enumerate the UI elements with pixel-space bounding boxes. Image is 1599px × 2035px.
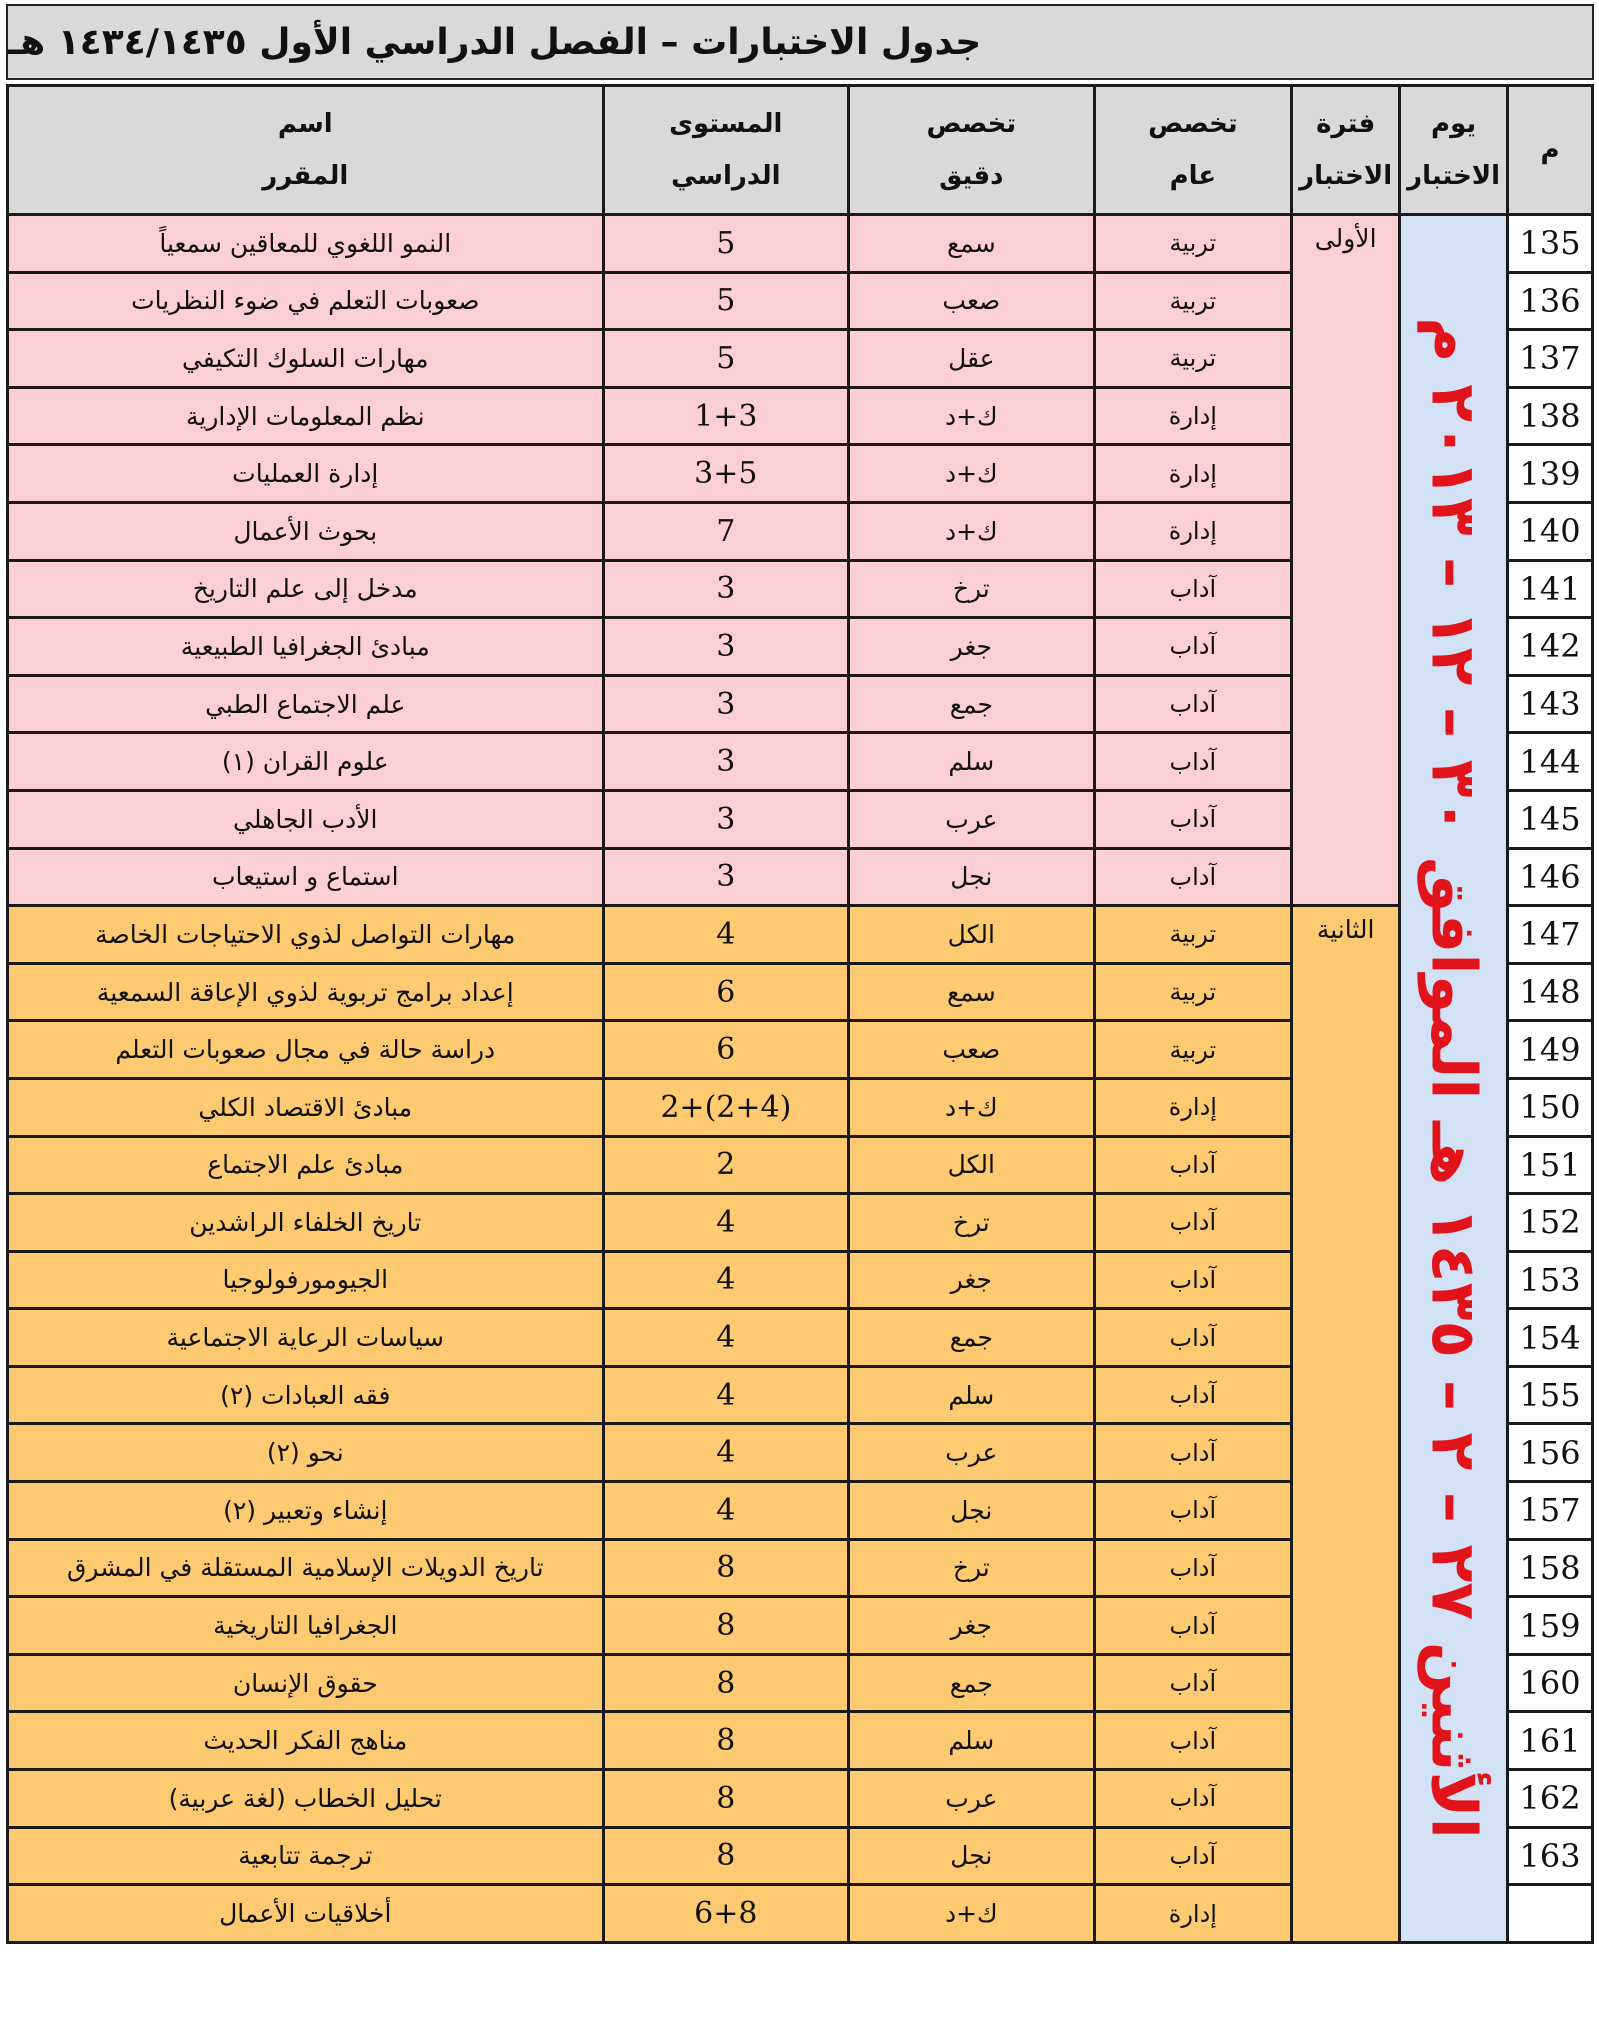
course-name: تحليل الخطاب (لغة عربية) bbox=[8, 1770, 604, 1828]
header-general: تخصص عام bbox=[1094, 86, 1292, 215]
study-level: 2 bbox=[603, 1136, 849, 1194]
row-number: 148 bbox=[1508, 963, 1593, 1021]
row-number: 151 bbox=[1508, 1136, 1593, 1194]
specific-specialty: جغر bbox=[849, 1251, 1094, 1309]
exam-period-second: الثانية bbox=[1292, 906, 1400, 1943]
general-specialty: إدارة bbox=[1094, 1078, 1292, 1136]
exam-period-first: الأولى bbox=[1292, 215, 1400, 906]
course-name: مهارات التواصل لذوي الاحتياجات الخاصة bbox=[8, 906, 604, 964]
header-level: المستوى الدراسي bbox=[603, 86, 849, 215]
course-name: دراسة حالة في مجال صعوبات التعلم bbox=[8, 1021, 604, 1079]
course-name: الأدب الجاهلي bbox=[8, 790, 604, 848]
specific-specialty: جمع bbox=[849, 1654, 1094, 1712]
specific-specialty: الكل bbox=[849, 1136, 1094, 1194]
study-level: 7 bbox=[603, 502, 849, 560]
specific-specialty: ترخ bbox=[849, 1194, 1094, 1252]
study-level: 6 bbox=[603, 963, 849, 1021]
specific-specialty: عرب bbox=[849, 790, 1094, 848]
course-name: مبادئ الاقتصاد الكلي bbox=[8, 1078, 604, 1136]
general-specialty: آداب bbox=[1094, 1827, 1292, 1885]
study-level: 4 bbox=[603, 1251, 849, 1309]
study-level: 8 bbox=[603, 1654, 849, 1712]
general-specialty: آداب bbox=[1094, 1366, 1292, 1424]
specific-specialty: ك+د bbox=[849, 445, 1094, 503]
general-specialty: آداب bbox=[1094, 848, 1292, 906]
course-name: استماع و استيعاب bbox=[8, 848, 604, 906]
general-specialty: تربية bbox=[1094, 963, 1292, 1021]
general-specialty: آداب bbox=[1094, 1539, 1292, 1597]
specific-specialty: جغر bbox=[849, 1597, 1094, 1655]
row-number: 136 bbox=[1508, 272, 1593, 330]
course-name: مناهج الفكر الحديث bbox=[8, 1712, 604, 1770]
study-level: 5 bbox=[603, 215, 849, 273]
general-specialty: تربية bbox=[1094, 272, 1292, 330]
specific-specialty: صعب bbox=[849, 272, 1094, 330]
course-name: ترجمة تتابعية bbox=[8, 1827, 604, 1885]
specific-specialty: ترخ bbox=[849, 560, 1094, 618]
course-name: الجغرافيا التاريخية bbox=[8, 1597, 604, 1655]
general-specialty: آداب bbox=[1094, 790, 1292, 848]
study-level: 5 bbox=[603, 330, 849, 388]
specific-specialty: جغر bbox=[849, 618, 1094, 676]
row-number: 162 bbox=[1508, 1770, 1593, 1828]
row-number: 157 bbox=[1508, 1482, 1593, 1540]
exam-day-cell bbox=[1400, 215, 1508, 1943]
course-name: الجيومورفولوجيا bbox=[8, 1251, 604, 1309]
row-number: 145 bbox=[1508, 790, 1593, 848]
specific-specialty: نجل bbox=[849, 848, 1094, 906]
general-specialty: إدارة bbox=[1094, 1885, 1292, 1943]
row-number: 153 bbox=[1508, 1251, 1593, 1309]
row-number: 154 bbox=[1508, 1309, 1593, 1367]
study-level: 6+8 bbox=[603, 1885, 849, 1943]
general-specialty: تربية bbox=[1094, 906, 1292, 964]
specific-specialty: ترخ bbox=[849, 1539, 1094, 1597]
study-level: 5 bbox=[603, 272, 849, 330]
exam-schedule-table bbox=[6, 84, 1594, 1944]
study-level: 8 bbox=[603, 1597, 849, 1655]
study-level: 3 bbox=[603, 848, 849, 906]
general-specialty: آداب bbox=[1094, 1194, 1292, 1252]
general-specialty: آداب bbox=[1094, 1597, 1292, 1655]
row-number: 152 bbox=[1508, 1194, 1593, 1252]
study-level: 2+(2+4) bbox=[603, 1078, 849, 1136]
study-level: 1+3 bbox=[603, 387, 849, 445]
row-number bbox=[1508, 1885, 1593, 1943]
course-name: مبادئ علم الاجتماع bbox=[8, 1136, 604, 1194]
general-specialty: تربية bbox=[1094, 215, 1292, 273]
course-name: مدخل إلى علم التاريخ bbox=[8, 560, 604, 618]
general-specialty: آداب bbox=[1094, 1770, 1292, 1828]
general-specialty: آداب bbox=[1094, 1654, 1292, 1712]
specific-specialty: سلم bbox=[849, 733, 1094, 791]
row-number: 137 bbox=[1508, 330, 1593, 388]
general-specialty: آداب bbox=[1094, 1482, 1292, 1540]
specific-specialty: ك+د bbox=[849, 1078, 1094, 1136]
general-specialty: تربية bbox=[1094, 1021, 1292, 1079]
table-row bbox=[8, 906, 1593, 964]
general-specialty: إدارة bbox=[1094, 445, 1292, 503]
study-level: 6 bbox=[603, 1021, 849, 1079]
row-number: 150 bbox=[1508, 1078, 1593, 1136]
course-name: بحوث الأعمال bbox=[8, 502, 604, 560]
row-number: 160 bbox=[1508, 1654, 1593, 1712]
specific-specialty: نجل bbox=[849, 1827, 1094, 1885]
course-name: نظم المعلومات الإدارية bbox=[8, 387, 604, 445]
general-specialty: آداب bbox=[1094, 675, 1292, 733]
study-level: 3 bbox=[603, 560, 849, 618]
specific-specialty: جمع bbox=[849, 675, 1094, 733]
exam-schedule-page bbox=[6, 4, 1594, 2031]
study-level: 4 bbox=[603, 1482, 849, 1540]
specific-specialty: ك+د bbox=[849, 502, 1094, 560]
row-number: 163 bbox=[1508, 1827, 1593, 1885]
course-name: علم الاجتماع الطبي bbox=[8, 675, 604, 733]
study-level: 8 bbox=[603, 1712, 849, 1770]
course-name: فقه العبادات (٢) bbox=[8, 1366, 604, 1424]
specific-specialty: نجل bbox=[849, 1482, 1094, 1540]
header-period: فترة الاختبار bbox=[1292, 86, 1400, 215]
study-level: 3 bbox=[603, 675, 849, 733]
specific-specialty: ك+د bbox=[849, 1885, 1094, 1943]
study-level: 4 bbox=[603, 1424, 849, 1482]
course-name: إعداد برامج تربوية لذوي الإعاقة السمعية bbox=[8, 963, 604, 1021]
specific-specialty: عرب bbox=[849, 1424, 1094, 1482]
row-number: 142 bbox=[1508, 618, 1593, 676]
specific-specialty: عقل bbox=[849, 330, 1094, 388]
course-name: حقوق الإنسان bbox=[8, 1654, 604, 1712]
row-number: 141 bbox=[1508, 560, 1593, 618]
study-level: 8 bbox=[603, 1770, 849, 1828]
course-name: النمو اللغوي للمعاقين سمعياً bbox=[8, 215, 604, 273]
specific-specialty: سمع bbox=[849, 963, 1094, 1021]
specific-specialty: الكل bbox=[849, 906, 1094, 964]
page-title: جدول الاختبارات – الفصل الدراسي الأول ١٤٣٤/١٤٣٥ هـ bbox=[8, 21, 982, 63]
specific-specialty: سمع bbox=[849, 215, 1094, 273]
specific-specialty: سلم bbox=[849, 1366, 1094, 1424]
course-name: أخلاقيات الأعمال bbox=[8, 1885, 604, 1943]
header-specific: تخصص دقيق bbox=[849, 86, 1094, 215]
course-name: إنشاء وتعبير (٢) bbox=[8, 1482, 604, 1540]
row-number: 144 bbox=[1508, 733, 1593, 791]
specific-specialty: صعب bbox=[849, 1021, 1094, 1079]
row-number: 149 bbox=[1508, 1021, 1593, 1079]
row-number: 140 bbox=[1508, 502, 1593, 560]
header-num: م bbox=[1508, 86, 1593, 215]
study-level: 4 bbox=[603, 1194, 849, 1252]
general-specialty: تربية bbox=[1094, 330, 1292, 388]
row-number: 161 bbox=[1508, 1712, 1593, 1770]
exam-day-label: الأثنين ٢٧ – ٢ – ١٤٣٥ هـ الموافق ٣٠ – ١٢ – ٢٠١٣ م bbox=[1417, 317, 1491, 1840]
row-number: 156 bbox=[1508, 1424, 1593, 1482]
row-number: 158 bbox=[1508, 1539, 1593, 1597]
header-day: يوم الاختبار bbox=[1400, 86, 1508, 215]
study-level: 4 bbox=[603, 906, 849, 964]
general-specialty: آداب bbox=[1094, 1424, 1292, 1482]
row-number: 139 bbox=[1508, 445, 1593, 503]
study-level: 3 bbox=[603, 790, 849, 848]
course-name: تاريخ الدويلات الإسلامية المستقلة في المشرق bbox=[8, 1539, 604, 1597]
course-name: علوم القران (١) bbox=[8, 733, 604, 791]
study-level: 4 bbox=[603, 1366, 849, 1424]
row-number: 155 bbox=[1508, 1366, 1593, 1424]
specific-specialty: سلم bbox=[849, 1712, 1094, 1770]
title-bar bbox=[6, 4, 1594, 80]
header-row bbox=[8, 86, 1593, 215]
general-specialty: إدارة bbox=[1094, 502, 1292, 560]
course-name: صعوبات التعلم في ضوء النظريات bbox=[8, 272, 604, 330]
course-name: إدارة العمليات bbox=[8, 445, 604, 503]
course-name: مهارات السلوك التكيفي bbox=[8, 330, 604, 388]
row-number: 135 bbox=[1508, 215, 1593, 273]
general-specialty: آداب bbox=[1094, 733, 1292, 791]
course-name: نحو (٢) bbox=[8, 1424, 604, 1482]
study-level: 3 bbox=[603, 733, 849, 791]
specific-specialty: عرب bbox=[849, 1770, 1094, 1828]
general-specialty: آداب bbox=[1094, 618, 1292, 676]
study-level: 3+5 bbox=[603, 445, 849, 503]
row-number: 159 bbox=[1508, 1597, 1593, 1655]
course-name: مبادئ الجغرافيا الطبيعية bbox=[8, 618, 604, 676]
study-level: 8 bbox=[603, 1827, 849, 1885]
specific-specialty: ك+د bbox=[849, 387, 1094, 445]
general-specialty: آداب bbox=[1094, 1712, 1292, 1770]
general-specialty: آداب bbox=[1094, 1309, 1292, 1367]
general-specialty: آداب bbox=[1094, 1136, 1292, 1194]
row-number: 146 bbox=[1508, 848, 1593, 906]
row-number: 143 bbox=[1508, 675, 1593, 733]
row-number: 138 bbox=[1508, 387, 1593, 445]
header-course: اسم المقرر bbox=[8, 86, 604, 215]
table-row bbox=[8, 215, 1593, 273]
row-number: 147 bbox=[1508, 906, 1593, 964]
study-level: 8 bbox=[603, 1539, 849, 1597]
course-name: تاريخ الخلفاء الراشدين bbox=[8, 1194, 604, 1252]
study-level: 3 bbox=[603, 618, 849, 676]
general-specialty: آداب bbox=[1094, 1251, 1292, 1309]
specific-specialty: جمع bbox=[849, 1309, 1094, 1367]
study-level: 4 bbox=[603, 1309, 849, 1367]
course-name: سياسات الرعاية الاجتماعية bbox=[8, 1309, 604, 1367]
general-specialty: إدارة bbox=[1094, 387, 1292, 445]
general-specialty: آداب bbox=[1094, 560, 1292, 618]
